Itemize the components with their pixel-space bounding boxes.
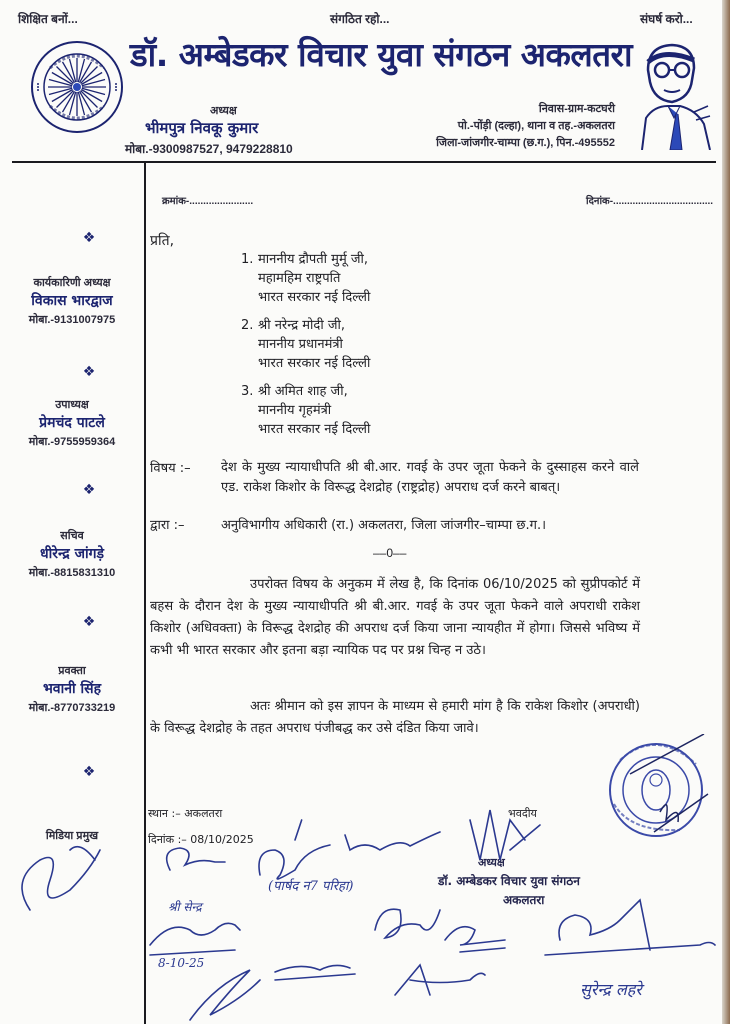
signatory-organization: डॉ. अम्बेडकर विचार युवा संगठन xyxy=(438,874,580,888)
handwritten-note: (पार्षद न7 परिहा) xyxy=(268,879,354,894)
place-line: स्थान :– अकलतरा xyxy=(148,807,223,820)
closing-text: भवदीय xyxy=(508,807,537,820)
body-paragraph-1 xyxy=(150,574,640,662)
handwritten-name: सुरेन्द्र लहरे xyxy=(580,980,642,999)
date-line: दिनांक :– 08/10/2025 xyxy=(148,833,254,846)
member-phone: मोबा.-8815831310 xyxy=(28,567,116,579)
diamond-ornament-icon: ❖ xyxy=(82,481,96,497)
diamond-ornament-icon: ❖ xyxy=(82,363,96,379)
member-name: विकास भारद्वाज xyxy=(31,293,113,309)
paragraph-text: उपरोक्त विषय के अनुकम में लेख है, कि दिनांक 06/10/2025 को सुप्रीपकोर्ट में बहस के दौरान देश के मुख्य न्यायाधीपति श्री बी.आर. गवई के उपर जूता फेकने वाले अपराधी राकेश किशोर (अधिवक्ता) के विरूद्ध देशद्रोह की अपराध दर्ज किया जाना न्यायहीत में होगा। जिससे भविष्य में कभी भी भारत सरकार और इतना बड़ा न्यायिक पद पर प्रश्न चिन्ह न उठे। xyxy=(150,577,640,658)
president-name: भीमपुत्र निवकू कुमार xyxy=(145,119,259,137)
recipient-line: भारत सरकार नई दिल्ली xyxy=(258,290,371,305)
signature-stroke xyxy=(375,909,440,938)
signature-stroke xyxy=(545,900,715,955)
chakra-spoke xyxy=(56,66,73,83)
address-line-1: निवास-ग्राम-कटघरी xyxy=(538,103,615,115)
sidebar-divider xyxy=(144,162,146,1024)
media-head-role: मिडिया प्रमुख xyxy=(45,830,99,842)
signature-stroke xyxy=(167,848,225,870)
member-role: कार्यकारिणी अध्यक्ष xyxy=(33,277,111,289)
member-name: प्रेमचंद पाटले xyxy=(39,415,105,431)
sidebar-member xyxy=(0,528,144,580)
signatory-place: अकलतरा xyxy=(503,893,545,907)
sidebar-member xyxy=(0,663,144,715)
member-role: उपाध्यक्ष xyxy=(55,399,89,411)
date-field: दिनांक-.................................... xyxy=(586,196,714,207)
recipient-line: माननीय गृहमंत्री xyxy=(258,403,332,418)
signature-stroke xyxy=(395,965,485,995)
motto-educate: शिक्षित बनों... xyxy=(18,12,78,26)
ambedkar-portrait-icon xyxy=(634,40,714,150)
sidebar-member xyxy=(0,275,144,327)
recipient-number: 3. xyxy=(241,384,254,399)
signature-stroke xyxy=(345,832,440,850)
recipient xyxy=(241,316,371,373)
recipient-number: 2. xyxy=(241,318,254,333)
member-name: भवानी सिंह xyxy=(42,681,102,697)
recipient-line: श्री नरेन्द्र मोदी जी, xyxy=(258,318,345,333)
chakra-spoke xyxy=(81,66,98,83)
recipient-line: श्री अमित शाह जी, xyxy=(258,384,348,399)
recipient-line: भारत सरकार नई दिल्ली xyxy=(258,356,371,371)
reference-number-field: क्रमांक-....................... xyxy=(162,196,254,207)
address-line-3: जिला-जांजगीर-चाम्पा (छ.ग.), पिन.-495552 xyxy=(436,137,615,149)
member-role: सचिव xyxy=(60,530,84,542)
body-paragraph-2 xyxy=(150,696,640,740)
handwritten-date: 8-10-25 xyxy=(158,956,205,970)
sidebar-member xyxy=(0,397,144,449)
official-round-seal-icon xyxy=(600,734,712,840)
signature-stroke xyxy=(445,927,505,952)
paragraph-text: अतः श्रीमान को इस ज्ञापन के माध्यम से हमारी मांग है कि राकेश किशोर (अपराधी) के विरूद्ध देशद्रोह के तहत अपराध पंजीबद्ध कर उसे दंडित किया जावे। xyxy=(150,699,640,736)
subject-text: देश के मुख्य न्यायाधीपति श्री बी.आर. गवई के उपर जूता फेकने के दुस्साहस करने वाले एड. राकेश किशोर के विरूद्ध देशद्रोह (राष्ट्रद्रोह) अपराध दर्ज करने बाबत्। xyxy=(221,460,639,495)
header-divider xyxy=(12,161,716,163)
member-phone: मोबा.-9131007975 xyxy=(28,314,116,326)
recipient xyxy=(241,382,371,439)
diamond-ornament-icon: ❖ xyxy=(82,229,96,245)
via-text: अनुविभागीय अधिकारी (रा.) अकलतरा, जिला जांजगीर–चाम्पा छ.ग.। xyxy=(221,518,547,533)
member-name: धीरेन्द्र जांगड़े xyxy=(40,546,104,562)
motto-agitate: संघर्ष करो... xyxy=(640,12,693,26)
diamond-ornament-icon: ❖ xyxy=(82,763,96,779)
recipient-number: 1. xyxy=(241,252,254,267)
recipient-line: भारत सरकार नई दिल्ली xyxy=(258,422,371,437)
address-line-2: पो.-पोंड़ी (दल्हा), थाना व तह.-अकलतरा xyxy=(457,120,615,132)
section-separator: ––0–– xyxy=(373,546,407,560)
to-label: प्रति, xyxy=(150,233,175,249)
recipient-line: माननीय प्रधानमंत्री xyxy=(258,337,343,352)
motto-organize: संगठित रहो... xyxy=(330,12,390,26)
member-phone: मोबा.-9755959364 xyxy=(28,436,116,448)
signature-stroke xyxy=(150,923,240,955)
member-role: प्रवक्ता xyxy=(58,665,86,677)
signature-stroke xyxy=(190,970,260,1020)
member-phone: मोबा.-8770733219 xyxy=(28,702,116,714)
via-label: द्वारा :– xyxy=(150,518,185,533)
subject-label: विषय :– xyxy=(150,461,191,476)
ashoka-chakra-seal-icon xyxy=(30,40,124,134)
handwritten-note: श्री सेन्द्र xyxy=(168,900,202,914)
recipient-line: माननीय द्रौपती मुर्मू जी, xyxy=(258,252,368,267)
recipient xyxy=(241,250,371,307)
chakra-spoke xyxy=(56,91,73,108)
chakra-spoke xyxy=(81,91,98,108)
signature-stroke xyxy=(275,965,355,980)
signatory-title: अध्यक्ष xyxy=(478,857,505,869)
paper-edge xyxy=(722,0,730,1024)
president-phone: मोबा.-9300987527, 9479228810 xyxy=(125,142,293,156)
signature-stroke xyxy=(259,820,330,879)
organization-title: डॉ. अम्बेडकर विचार युवा संगठन अकलतरा xyxy=(130,35,633,74)
recipient-line: महामहिम राष्ट्रपति xyxy=(258,271,341,286)
president-label: अध्यक्ष xyxy=(210,105,237,117)
signature-stroke xyxy=(22,847,100,910)
diamond-ornament-icon: ❖ xyxy=(82,613,96,629)
